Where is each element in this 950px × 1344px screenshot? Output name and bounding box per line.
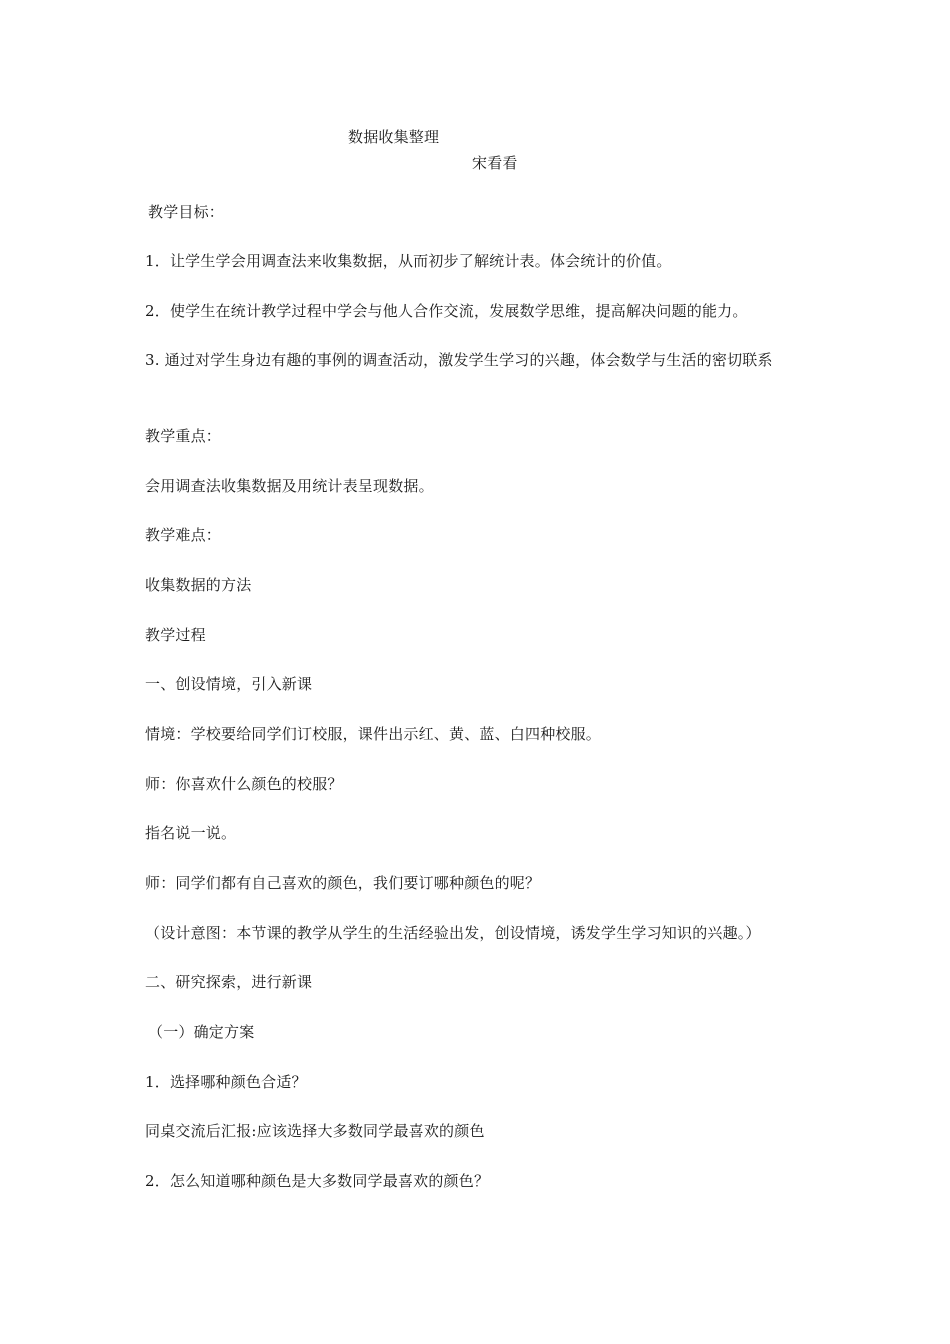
paragraph-scenario: 情境：学校要给同学们订校服，课件出示红、黄、蓝、白四种校服。 — [145, 725, 602, 743]
paragraph-section-2: 二、研究探索，进行新课 — [145, 973, 313, 991]
paragraph-question-1: 1．选择哪种颜色合适？ — [145, 1073, 307, 1091]
paragraph-difficulty-heading: 教学难点： — [145, 526, 222, 544]
paragraph-student-response: 指名说一说。 — [145, 824, 237, 842]
paragraph-key-points-heading: 教学重点： — [145, 427, 222, 445]
paragraph-design-intent: （设计意图：本节课的教学从学生的生活经验出发，创设情境，诱发学生学习知识的兴趣。） — [145, 924, 761, 942]
paragraph-discussion: 同桌交流后汇报:应该选择大多数同学最喜欢的颜色 — [145, 1122, 485, 1140]
paragraph-process-heading: 教学过程 — [145, 626, 206, 644]
document-title: 数据收集整理 — [348, 128, 440, 146]
paragraph-goal-1: 1．让学生学会用调查法来收集数据，从而初步了解统计表。体会统计的价值。 — [145, 252, 672, 270]
paragraph-goal-2: 2．使学生在统计教学过程中学会与他人合作交流，发展数学思维，提高解决问题的能力。 — [145, 302, 748, 320]
paragraph-goal-3: 3. 通过对学生身边有趣的事例的调查活动，激发学生学习的兴趣，体会数学与生活的密切联系 — [145, 351, 773, 369]
paragraph-teacher-question-1: 师：你喜欢什么颜色的校服？ — [145, 775, 343, 793]
paragraph-key-points: 会用调查法收集数据及用统计表呈现数据。 — [145, 477, 434, 495]
paragraph-teacher-question-2: 师：同学们都有自己喜欢的颜色，我们要订哪种颜色的呢？ — [145, 874, 541, 892]
paragraph-question-2: 2．怎么知道哪种颜色是大多数同学最喜欢的颜色？ — [145, 1172, 490, 1190]
paragraph-section-1: 一、创设情境，引入新课 — [145, 675, 313, 693]
paragraph-subsection-1: （一）确定方案 — [148, 1023, 255, 1041]
paragraph-teaching-goals-heading: 教学目标： — [148, 203, 225, 221]
document-author: 宋看看 — [472, 154, 518, 172]
paragraph-difficulty: 收集数据的方法 — [145, 576, 252, 594]
